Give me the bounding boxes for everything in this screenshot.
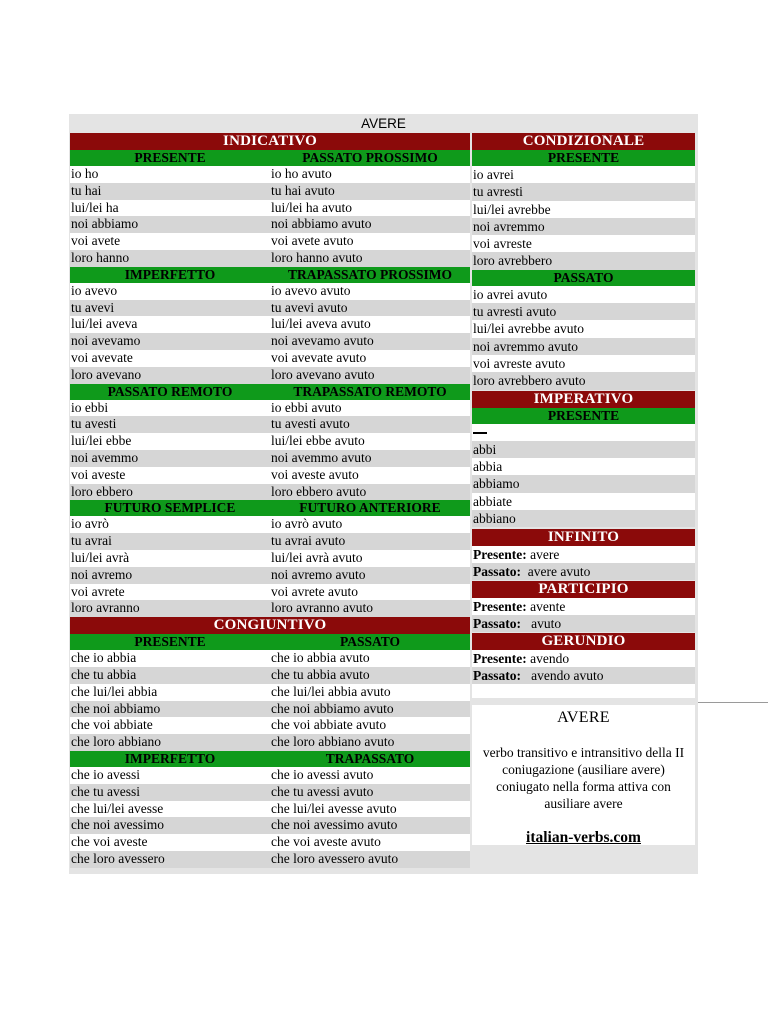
- tense-header: IMPERFETTO: [124, 750, 216, 766]
- imperativo-dash-row: [472, 424, 695, 441]
- conjugation-cell: loro hanno avuto: [271, 249, 363, 265]
- tense-header-row: [70, 150, 470, 166]
- conjugation-cell: lui/lei ebbe avuto: [271, 433, 365, 449]
- conjugation-cell: loro hanno: [71, 249, 130, 265]
- conjugation-cell: io avrò: [71, 516, 109, 532]
- tense-header: PRESENTE: [134, 634, 206, 650]
- conjugation-row: [70, 283, 470, 300]
- infinito-passato-label: Passato:: [473, 564, 521, 580]
- conjugation-row: [70, 450, 470, 467]
- conjugation-cell: noi avevamo avuto: [271, 333, 374, 349]
- conjugation-cell: che lui/lei avesse avuto: [271, 800, 397, 816]
- conjugation-cell: lui/lei aveva: [71, 316, 138, 332]
- conjugation-cell: io avrò avuto: [271, 516, 343, 532]
- tense-header-row: [70, 267, 470, 283]
- conjugation-row: voi avreste avuto: [472, 355, 695, 372]
- right-column: [472, 133, 695, 698]
- conjugation-row: [70, 717, 470, 734]
- conjugation-row: [70, 233, 470, 250]
- congiuntivo-header: CONGIUNTIVO: [70, 617, 470, 634]
- conjugation-cell: io ebbi avuto: [271, 399, 342, 415]
- infinito-passato-row: [472, 563, 695, 580]
- conjugation-cell: voi avevate avuto: [271, 349, 367, 365]
- conjugation-row: tu avresti: [472, 183, 695, 200]
- left-column: [70, 133, 470, 868]
- gerundio-presente-label: Presente:: [473, 651, 527, 667]
- conjugation-row: [70, 767, 470, 784]
- conjugation-cell: che noi abbiamo: [71, 700, 161, 716]
- conjugation-cell: loro avranno: [71, 600, 140, 616]
- conjugation-row: [70, 550, 470, 567]
- conjugation-cell: che io avessi: [71, 766, 140, 782]
- conjugation-row: [70, 316, 470, 333]
- conjugation-cell: tu avesti: [71, 416, 117, 432]
- conjugation-cell: voi aveste avuto: [271, 466, 359, 482]
- conjugation-row: [70, 350, 470, 367]
- conjugation-row: [70, 684, 470, 701]
- conjugation-cell: voi avrete: [71, 583, 125, 599]
- conjugation-row: lui/lei avrebbe avuto: [472, 320, 695, 337]
- conjugation-cell: che voi aveste: [71, 834, 148, 850]
- conjugation-cell: tu avrai: [71, 533, 112, 549]
- gerundio-passato-value: avendo avuto: [531, 668, 604, 684]
- tense-header: TRAPASSATO: [325, 750, 415, 766]
- conjugation-row: voi avreste: [472, 235, 695, 252]
- imperativo-rows: [472, 441, 695, 527]
- conjugation-row: [70, 851, 470, 868]
- conjugation-cell: noi avemmo avuto: [271, 449, 372, 465]
- gerundio-header: GERUNDIO: [472, 633, 695, 650]
- conjugation-cell: io avevo avuto: [271, 282, 351, 298]
- sheet-title: AVERE: [361, 116, 406, 131]
- conjugation-cell: che tu avessi: [71, 783, 140, 799]
- conjugation-row: io avrei: [472, 166, 695, 183]
- conjugation-cell: che voi abbiate avuto: [271, 717, 387, 733]
- tense-header: IMPERFETTO: [124, 266, 216, 282]
- conjugation-cell: voi aveste: [71, 466, 126, 482]
- tense-header: PASSATO: [339, 634, 401, 650]
- conjugation-cell: che voi aveste avuto: [271, 834, 381, 850]
- conjugation-cell: lui/lei avrà: [71, 549, 130, 565]
- conjugation-row: [70, 516, 470, 533]
- gerundio-blank-row: [472, 684, 695, 698]
- indicativo-header: INDICATIVO: [70, 133, 470, 150]
- imperativo-subheader: PRESENTE: [472, 408, 695, 424]
- conjugation-row: [70, 584, 470, 601]
- info-box: [472, 705, 695, 845]
- conjugation-row: [70, 333, 470, 350]
- conjugation-cell: loro avevano avuto: [271, 366, 375, 382]
- infinito-presente-value: avere: [530, 547, 560, 563]
- condizionale-blocks: [472, 150, 695, 390]
- conjugation-row: [70, 567, 470, 584]
- conjugation-cell: che tu abbia avuto: [271, 666, 370, 682]
- conjugation-cell: loro ebbero avuto: [271, 483, 367, 499]
- conjugation-cell: voi avete avuto: [271, 233, 354, 249]
- conjugation-cell: noi avremo avuto: [271, 566, 366, 582]
- participio-passato-value: avuto: [531, 616, 562, 632]
- tense-header-row: [70, 384, 470, 400]
- infinito-presente-label: Presente:: [473, 547, 527, 563]
- conjugation-row: noi avremmo: [472, 218, 695, 235]
- conjugation-cell: lui/lei aveva avuto: [271, 316, 371, 332]
- conjugation-cell: che tu avessi avuto: [271, 783, 374, 799]
- tense-header-row: [70, 500, 470, 516]
- conjugation-row: [70, 533, 470, 550]
- conjugation-cell: noi abbiamo: [71, 216, 139, 232]
- conjugation-cell: tu avevi: [71, 299, 115, 315]
- conjugation-cell: io ho avuto: [271, 166, 332, 181]
- conjugation-cell: che noi abbiamo avuto: [271, 700, 394, 716]
- conjugation-cell: tu avrai avuto: [271, 533, 346, 549]
- conjugation-cell: che loro abbiano avuto: [271, 734, 395, 750]
- conjugation-cell: tu hai avuto: [271, 182, 335, 198]
- conjugation-row: noi avremmo avuto: [472, 338, 695, 355]
- conjugation-row: [70, 801, 470, 818]
- conjugation-row: io avrei avuto: [472, 286, 695, 303]
- gerundio-presente-row: [472, 650, 695, 667]
- conjugation-row: [70, 701, 470, 718]
- conjugation-cell: lui/lei ha: [71, 199, 119, 215]
- conjugation-cell: loro ebbero: [71, 483, 133, 499]
- conjugation-row: [70, 667, 470, 684]
- infinito-header: INFINITO: [472, 529, 695, 546]
- conjugation-cell: che noi avessimo: [71, 817, 164, 833]
- participio-passato-label: Passato:: [473, 616, 521, 632]
- conjugation-row: [70, 416, 470, 433]
- participio-presente-label: Presente:: [473, 599, 527, 615]
- conjugation-row: [70, 250, 470, 267]
- conjugation-cell: che tu abbia: [71, 666, 137, 682]
- participio-header: PARTICIPIO: [472, 581, 695, 598]
- conjugation-cell: io avevo: [71, 282, 118, 298]
- conjugation-row: [70, 834, 470, 851]
- condizionale-header: CONDIZIONALE: [472, 133, 695, 150]
- conjugation-row: [70, 467, 470, 484]
- tense-header: PASSATO REMOTO: [107, 383, 233, 399]
- conjugation-cell: loro avevano: [71, 366, 142, 382]
- conjugation-cell: voi avevate: [71, 349, 133, 365]
- conjugation-cell: noi avremo: [71, 566, 133, 582]
- conjugation-row: loro avrebbero: [472, 252, 695, 269]
- participio-presente-value: avente: [530, 599, 566, 615]
- info-title: AVERE: [557, 709, 610, 726]
- imperativo-header: IMPERATIVO: [472, 391, 695, 408]
- conjugation-row: [70, 784, 470, 801]
- conjugation-row: [70, 300, 470, 317]
- conjugation-cell: tu avevi avuto: [271, 299, 348, 315]
- conjugation-row: [70, 650, 470, 667]
- info-description: verbo transitivo e intransitivo della II coniugazione (ausiliare avere) coniugato nella forma attiva con ausiliare avere: [482, 745, 685, 811]
- tense-header-row: [70, 751, 470, 767]
- conjugation-row: abbiano: [472, 510, 695, 527]
- gerundio-passato-row: [472, 667, 695, 684]
- dash-mark: [473, 432, 487, 434]
- conjugation-cell: che loro avessero: [71, 850, 165, 866]
- conjugation-row: [70, 183, 470, 200]
- divider-line: [698, 702, 768, 703]
- conjugation-row: [70, 817, 470, 834]
- tense-header: PRESENTE: [134, 150, 206, 165]
- conjugation-row: [70, 734, 470, 751]
- conjugation-cell: loro avranno avuto: [271, 600, 373, 616]
- conjugation-row: [70, 216, 470, 233]
- conjugation-row: [70, 600, 470, 617]
- gerundio-presente-value: avendo: [530, 651, 570, 667]
- conjugation-cell: noi avemmo: [71, 449, 139, 465]
- conjugation-cell: che lui/lei abbia: [71, 683, 158, 699]
- conjugation-cell: che noi avessimo avuto: [271, 817, 398, 833]
- conjugation-row: [70, 166, 470, 183]
- italian-verbs-link[interactable]: italian-verbs.com: [526, 829, 641, 846]
- conjugation-cell: che io abbia avuto: [271, 650, 370, 666]
- conjugation-row: [70, 200, 470, 217]
- conjugation-cell: lui/lei ebbe: [71, 433, 132, 449]
- infinito-presente-row: [472, 546, 695, 563]
- tense-header: PRESENTE: [472, 150, 695, 166]
- conjugation-cell: che loro abbiano: [71, 734, 161, 750]
- gerundio-passato-label: Passato:: [473, 668, 521, 684]
- conjugation-cell: tu hai: [71, 182, 102, 198]
- conjugation-cell: che lui/lei avesse: [71, 800, 164, 816]
- tense-header: FUTURO SEMPLICE: [104, 500, 236, 516]
- conjugation-cell: che voi abbiate: [71, 717, 153, 733]
- tense-header: PASSATO: [472, 270, 695, 286]
- conjugation-cell: tu avesti avuto: [271, 416, 350, 432]
- conjugation-cell: lui/lei avrà avuto: [271, 549, 363, 565]
- conjugation-row: abbiate: [472, 493, 695, 510]
- conjugation-row: [70, 484, 470, 501]
- tense-header: TRAPASSATO REMOTO: [293, 383, 447, 399]
- conjugation-row: [70, 367, 470, 384]
- tense-header-row: [70, 634, 470, 650]
- conjugation-row: tu avresti avuto: [472, 303, 695, 320]
- conjugation-cell: lui/lei ha avuto: [271, 199, 352, 215]
- conjugation-cell: noi avevamo: [71, 333, 141, 349]
- conjugation-cell: voi avrete avuto: [271, 583, 358, 599]
- conjugation-cell: che io abbia: [71, 650, 137, 666]
- tense-header: PASSATO PROSSIMO: [302, 150, 438, 165]
- participio-presente-row: [472, 598, 695, 615]
- conjugation-cell: io ho: [71, 166, 99, 181]
- conjugation-row: abbi: [472, 441, 695, 458]
- tense-header: FUTURO ANTERIORE: [299, 500, 441, 516]
- conjugation-cell: che lui/lei abbia avuto: [271, 683, 391, 699]
- conjugation-cell: io ebbi: [71, 399, 109, 415]
- conjugation-row: lui/lei avrebbe: [472, 201, 695, 218]
- infinito-passato-value: avere avuto: [527, 564, 591, 580]
- participio-passato-row: [472, 615, 695, 632]
- conjugation-cell: noi abbiamo avuto: [271, 216, 372, 232]
- conjugation-row: abbia: [472, 458, 695, 475]
- indicativo-blocks: [70, 150, 470, 617]
- conjugation-row: loro avrebbero avuto: [472, 372, 695, 389]
- conjugation-cell: che loro avessero avuto: [271, 850, 399, 866]
- conjugation-cell: che io avessi avuto: [271, 766, 374, 782]
- conjugation-cell: voi avete: [71, 233, 121, 249]
- conjugation-row: [70, 400, 470, 417]
- tense-header: TRAPASSATO PROSSIMO: [288, 266, 452, 282]
- conjugation-row: abbiamo: [472, 475, 695, 492]
- congiuntivo-blocks: [70, 634, 470, 868]
- conjugation-row: [70, 433, 470, 450]
